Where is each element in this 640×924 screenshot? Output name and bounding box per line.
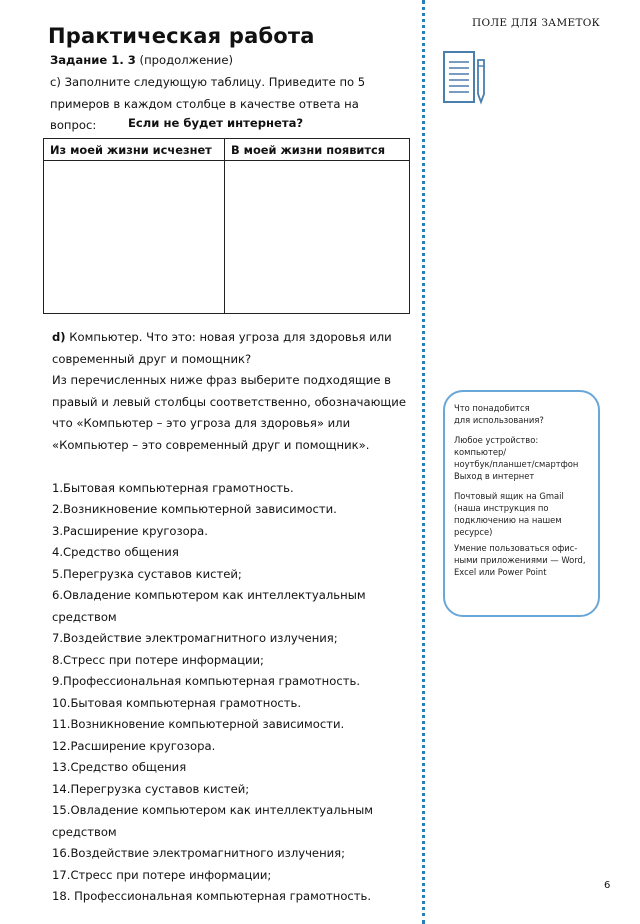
- list-item: 7.Воздействие электромагнитного излучения;: [52, 631, 338, 645]
- dotted-divider: [422, 0, 425, 924]
- list-item: 8.Стресс при потере информации;: [52, 652, 264, 667]
- office-line-1: Умение пользоваться офис-ными приложениями — Word,: [454, 543, 586, 565]
- spacer: [454, 482, 592, 490]
- spacer: [454, 426, 592, 434]
- phrase-list: [52, 478, 407, 908]
- list-item: 4.Средство общения: [52, 545, 179, 559]
- task-intro: c) Заполните следующую таблицу. Приведите по 5 примеров в каждом столбце в качестве ответа на вопрос:: [50, 75, 366, 132]
- notes-title: ПОЛЕ ДЛЯ ЗАМЕТОК: [472, 17, 601, 29]
- device-line-2: компьютер/: [454, 447, 507, 457]
- list-item: 10.Бытовая компьютерная грамотность.: [52, 695, 302, 710]
- list-item: 1.Бытовая компьютерная грамотность.: [52, 480, 294, 495]
- list-item: 14.Перегрузка суставов кистей;: [52, 781, 250, 796]
- spacer: [52, 456, 407, 478]
- list-item: 3.Расширение кругозора.: [52, 523, 208, 538]
- device-line-3: ноутбук/планшет/смартфон: [454, 459, 579, 469]
- task-label: Задание 1. 3: [50, 53, 136, 67]
- task-note: (продолжение): [139, 53, 233, 67]
- list-item: 17.Стресс при потере информации;: [52, 867, 272, 882]
- list-item: 13.Средство общения: [52, 760, 187, 774]
- requirements-question-line-2: для использования?: [454, 415, 544, 425]
- list-item: 5.Перегрузка суставов кистей;: [52, 566, 242, 581]
- mail-line-2: (наша инструкция по подключению на нашем ресурсе): [454, 503, 562, 537]
- answer-cell-left[interactable]: [44, 161, 225, 314]
- list-item: 18. Профессиональная компьютерная грамотность.: [52, 889, 372, 903]
- list-item: 12.Расширение кругозора.: [52, 738, 216, 753]
- internet-line: Выход в интернет: [454, 471, 535, 481]
- section-d-question-text: Компьютер. Что это: новая угроза для здоровья или современный друг и помощник?: [52, 330, 392, 366]
- list-item: 16.Воздействие электромагнитного излучения;: [52, 846, 346, 860]
- office-line-2: Excel или Power Point: [454, 567, 547, 577]
- requirements-question-line-1: Что понадобится: [454, 403, 530, 413]
- list-item: 2.Возникновение компьютерной зависимости.: [52, 502, 337, 516]
- list-item: 6.Овладение компьютером как интеллектуальным средством: [52, 588, 366, 624]
- list-item: 15.Овладение компьютером как интеллектуальным средством: [52, 803, 373, 839]
- page-number: 6: [604, 880, 611, 891]
- answer-table: [43, 138, 410, 314]
- requirements-box: [443, 390, 600, 617]
- task-question: Если не будет интернета?: [128, 116, 304, 130]
- answer-cell-right[interactable]: [225, 161, 410, 314]
- mail-line-1: Почтовый ящик на Gmail: [454, 491, 564, 501]
- section-d: [52, 327, 407, 908]
- list-item: 9.Профессиональная компьютерная грамотность.: [52, 674, 360, 688]
- device-line-1: Любое устройство:: [454, 435, 539, 445]
- task-heading: [50, 50, 233, 72]
- page-title: Практическая работа: [48, 24, 315, 48]
- document-pen-icon: [440, 48, 490, 114]
- section-d-question: [52, 327, 407, 370]
- section-d-label: d): [52, 330, 66, 344]
- column-header-appear: В моей жизни появится: [225, 139, 410, 161]
- list-item: 11.Возникновение компьютерной зависимости.: [52, 717, 345, 731]
- section-d-instruction: Из перечисленных ниже фраз выберите подходящие в правый и левый столбцы соответственно, обозначающие что «Компьютер – это угроза для здоровья» или «Компьютер – это современный друг и помощник».: [52, 373, 406, 452]
- column-header-disappear: Из моей жизни исчезнет: [44, 139, 225, 161]
